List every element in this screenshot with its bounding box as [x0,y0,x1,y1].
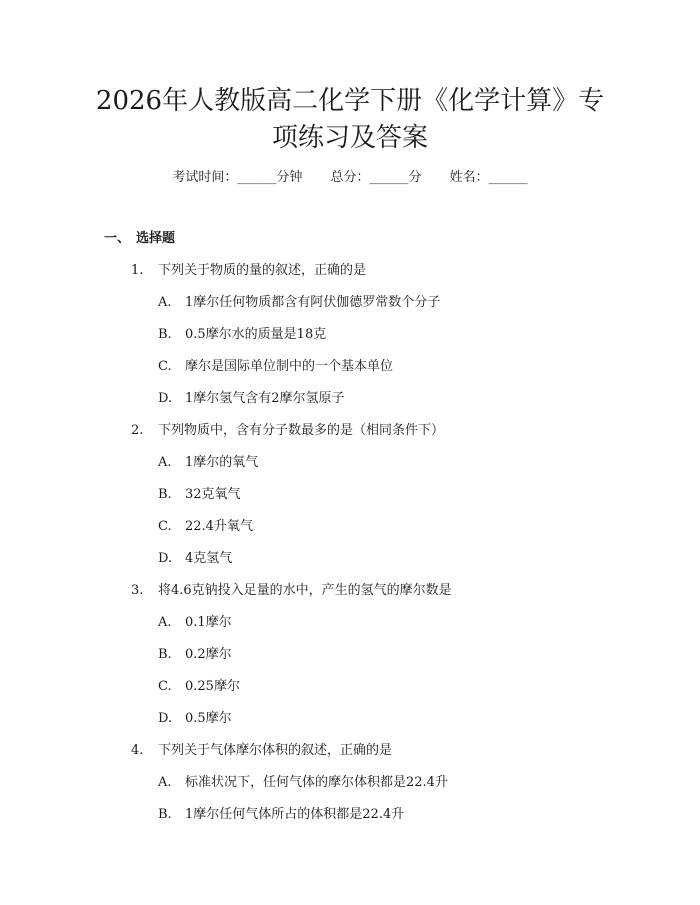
option-letter: D. [158,391,173,406]
option-2a [158,453,258,473]
exam-time-field: 考试时间：______分钟 [172,170,303,185]
option-text: 1摩尔任何气体所占的体积都是22.4升 [185,807,405,822]
option-letter: A. [158,615,172,630]
option-text: 0.1摩尔 [185,615,232,630]
question-1 [131,261,366,281]
option-4a [158,773,448,793]
question-number: 2. [131,423,144,438]
option-text: 32克氧气 [185,487,241,502]
exam-info [0,168,700,188]
option-text: 0.2摩尔 [185,647,232,662]
option-letter: B. [158,327,172,342]
question-text: 将4.6克钠投入足量的水中，产生的氢气的摩尔数是 [158,583,452,598]
question-number: 1. [131,263,144,278]
option-letter: C. [158,679,172,694]
page-title-line-2: 项练习及答案 [271,123,428,153]
option-text: 摩尔是国际单位制中的一个基本单位 [185,359,394,374]
option-letter: B. [158,807,172,822]
option-2d [158,549,232,569]
option-letter: C. [158,359,172,374]
section-header [104,229,175,249]
option-3d [158,709,232,729]
option-letter: A. [158,455,172,470]
section-number: 一、 [104,231,131,246]
option-letter: D. [158,551,173,566]
option-3a [158,613,232,633]
question-text: 下列关于气体摩尔体积的叙述，正确的是 [158,743,393,758]
option-text: 0.25摩尔 [185,679,240,694]
option-1a [158,293,440,313]
option-2b [158,485,241,505]
option-letter: A. [158,295,172,310]
page-title-line-1: 2026年人教版高二化学下册《化学计算》专 [95,86,605,116]
option-1d [158,389,345,409]
question-number: 3. [131,583,144,598]
option-3b [158,645,232,665]
section-title: 选择题 [136,231,176,246]
option-text: 4克氢气 [185,551,233,566]
total-score-field: 总分：______分 [330,170,422,185]
question-text: 下列关于物质的量的叙述，正确的是 [158,263,367,278]
option-text: 1摩尔的氧气 [185,455,259,470]
question-2 [131,421,444,441]
option-text: 22.4升氧气 [185,519,253,534]
option-3c [158,677,240,697]
question-number: 4. [131,743,144,758]
question-text: 下列物质中，含有分子数最多的是（相同条件下） [158,423,445,438]
option-text: 1摩尔任何物质都含有阿伏伽德罗常数个分子 [185,295,441,310]
question-3 [131,581,452,601]
option-text: 标准状况下，任何气体的摩尔体积都是22.4升 [185,775,448,790]
option-text: 0.5摩尔水的质量是18克 [185,327,327,342]
option-letter: D. [158,711,173,726]
option-letter: B. [158,647,172,662]
option-letter: A. [158,775,172,790]
option-1c [158,357,393,377]
option-letter: B. [158,487,172,502]
option-text: 1摩尔氢气含有2摩尔氢原子 [185,391,345,406]
option-1b [158,325,326,345]
student-name-field: 姓名：______ [449,170,528,185]
option-letter: C. [158,519,172,534]
question-4 [131,741,392,761]
option-2c [158,517,253,537]
option-text: 0.5摩尔 [185,711,232,726]
option-4b [158,805,404,825]
